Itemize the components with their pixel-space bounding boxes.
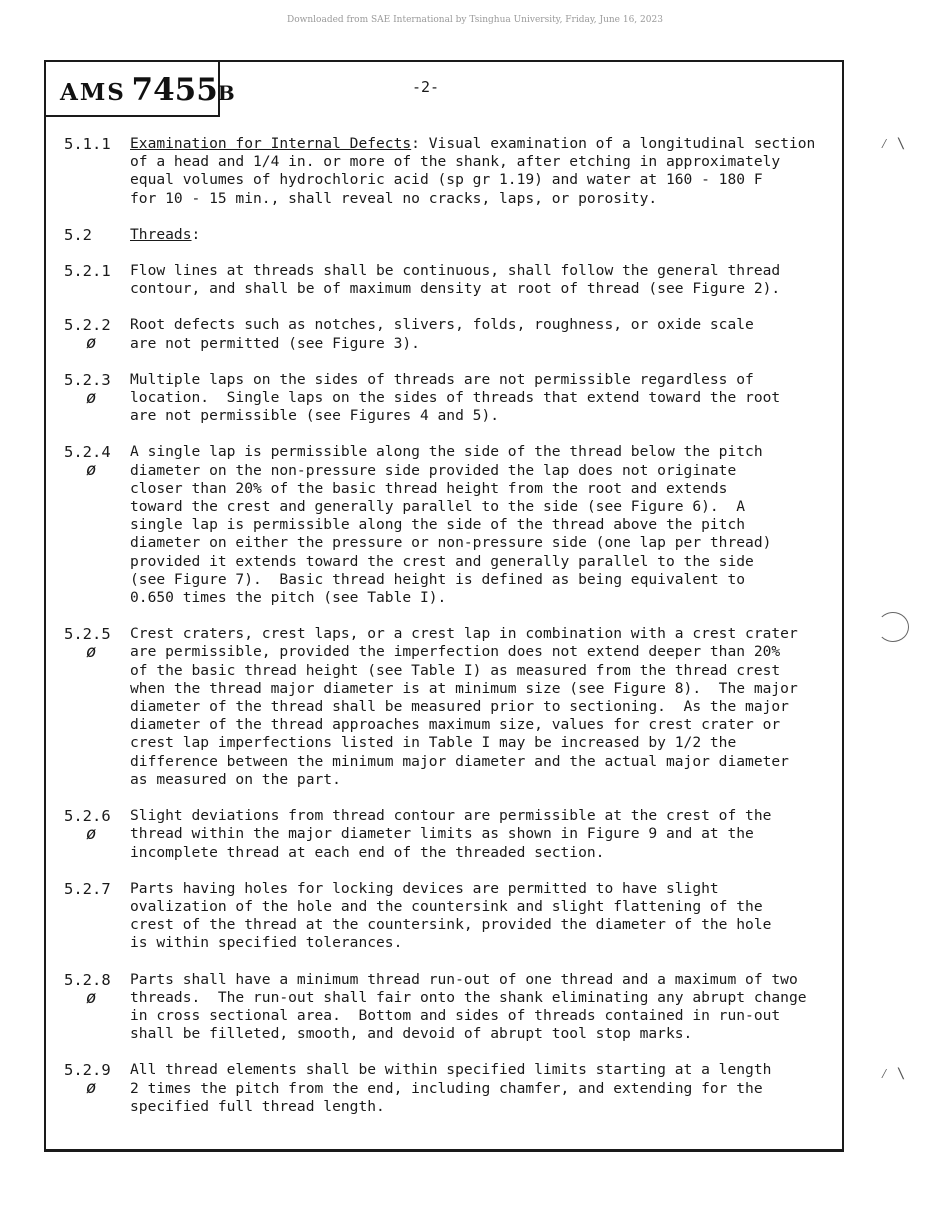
- section-text: [130, 1061, 834, 1116]
- spec-revision: B: [217, 81, 235, 105]
- section-body: Multiple laps on the sides of threads are not permissible regardless of location. Single laps on the sides of threads that extend toward the root are not permissible (see Figures 4 and 5).: [130, 370, 781, 425]
- section-text: Threads:: [130, 225, 201, 243]
- section-number: [64, 625, 130, 789]
- section-text: [130, 971, 834, 1044]
- section-text: [130, 807, 834, 862]
- document-body: [64, 135, 834, 1134]
- revision-mark: ø: [86, 987, 97, 1008]
- section-number: [64, 371, 130, 426]
- revision-mark: ø: [86, 1078, 97, 1099]
- section-number: [64, 807, 130, 862]
- margin-mark-bottom: ⁄ \: [880, 1066, 906, 1082]
- section-number: [64, 226, 130, 244]
- section-text: [130, 443, 834, 607]
- section-text: [130, 262, 834, 298]
- section-body: A single lap is permissible along the side of the thread below the pitch diameter on the non-pressure side provided the lap does not originate closer than 20% of the basic thread height from the root and extends toward the crest and generally parallel to the side (see Figure 6). A single lap is permissible along the side of the thread above the pitch diameter on either the pressure or non-pressure side (one lap per thread) provided it extends toward the crest and generally parallel to the side (see Figure 7). Basic thread height is defined as being equivalent to 0.650 times the pitch (see Table I).: [130, 443, 772, 607]
- margin-circle-mark: [877, 612, 909, 642]
- section-number-text: 5.2.7: [64, 879, 111, 898]
- section-5-2: [64, 226, 834, 244]
- section-body: Flow lines at threads shall be continuous, shall follow the general thread contour, and shall be of maximum density at root of thread (see Figure 2).: [130, 262, 781, 298]
- page-number: -2-: [412, 78, 440, 96]
- section-number-text: 5.2.6: [64, 807, 111, 826]
- section-5-2-9: [64, 1061, 834, 1116]
- section-text: [130, 371, 834, 426]
- section-number-text: 5.2.1: [64, 262, 111, 281]
- section-number-text: 5.2.9: [64, 1061, 111, 1080]
- revision-mark: ø: [86, 824, 97, 845]
- section-body: Parts shall have a minimum thread run-out of one thread and a maximum of two threads. The run-out shall fair onto the shank eliminating any abrupt change in cross sectional area. Bottom and sides of threads contained in run-out shall be filleted, smooth, and devoid of abrupt tool stop marks.: [130, 970, 807, 1043]
- section-5-2-7: [64, 880, 834, 953]
- section-title: Examination for Internal Defects: [130, 135, 412, 152]
- section-number-text: 5.2.8: [64, 970, 111, 989]
- section-body: Slight deviations from thread contour are permissible at the crest of the thread within the major diameter limits as shown in Figure 9 and at the incomplete thread at each end of the threaded section.: [130, 807, 772, 861]
- section-number: [64, 262, 130, 298]
- section-number-text: 5.2.2: [64, 316, 111, 335]
- section-number: [64, 1061, 130, 1116]
- section-5-2-2: [64, 316, 834, 352]
- spec-number: 7455: [131, 72, 218, 108]
- section-5-2-6: [64, 807, 834, 862]
- margin-mark-top: ⁄ \: [880, 136, 906, 152]
- section-number-text: 5.2: [64, 225, 92, 244]
- section-5-1-1: [64, 135, 834, 208]
- section-number: [64, 443, 130, 607]
- section-number: [64, 316, 130, 352]
- section-text: [130, 880, 834, 953]
- revision-mark: ø: [86, 387, 97, 408]
- section-body: Root defects such as notches, slivers, folds, roughness, or oxide scale are not permitted (see Figure 3).: [130, 316, 754, 352]
- section-body: Parts having holes for locking devices are permitted to have slight ovalization of the hole and the countersink and slight flattening of the crest of the thread at the countersink, provided the diameter of the hole is within specified tolerances.: [130, 879, 772, 952]
- revision-mark: ø: [86, 333, 97, 354]
- section-number: [64, 135, 130, 208]
- spec-id: [60, 72, 235, 108]
- revision-mark: ø: [86, 460, 97, 481]
- section-5-2-1: [64, 262, 834, 298]
- section-5-2-5: [64, 625, 834, 789]
- section-title: Threads: [130, 225, 192, 243]
- section-number-text: 5.2.5: [64, 625, 111, 644]
- section-number-text: 5.2.3: [64, 370, 111, 389]
- download-note: Downloaded from SAE International by Tsinghua University, Friday, June 16, 2023: [287, 15, 663, 25]
- section-number-text: 5.2.4: [64, 443, 111, 462]
- section-text: [130, 316, 834, 352]
- section-5-2-3: [64, 371, 834, 426]
- revision-mark: ø: [86, 642, 97, 663]
- section-5-2-4: [64, 443, 834, 607]
- section-text: [130, 625, 834, 789]
- section-text: Examination for Internal Defects: Visual examination of a longitudinal section of a head and 1/4 in. or more of the shank, after etching in approximately equal volumes of hydrochloric acid (sp gr 1.19) and water at 160 - 180 F for 10 - 15 min., shall reveal no cracks, laps, or porosity.: [130, 135, 816, 207]
- section-number-text: 5.1.1: [64, 135, 111, 153]
- section-5-2-8: [64, 971, 834, 1044]
- section-body: All thread elements shall be within specified limits starting at a length 2 times the pitch from the end, including chamfer, and extending for the specified full thread length.: [130, 1061, 772, 1115]
- section-number: [64, 880, 130, 953]
- section-body: Visual examination of a longitudinal section of a head and 1/4 in. or more of the shank, after etching in approximately equal volumes of hydrochloric acid (sp gr 1.19) and water at 160 - 180 F for 10 - 15 min., shall reveal no cracks, laps, or porosity.: [130, 135, 816, 207]
- section-number: [64, 971, 130, 1044]
- section-body: Crest craters, crest laps, or a crest lap in combination with a crest crater are permissible, provided the imperfection does not extend deeper than 20% of the basic thread height (see Table I) as measured from the thread crest when the thread major diameter is at minimum size (see Figure 8). The major diameter of the thread shall be measured prior to sectioning. As the major diameter of the thread approaches maximum size, values for crest crater or crest lap imperfections listed in Table I may be increased by 1/2 the difference between the minimum major diameter and the actual major diameter as measured on the part.: [130, 625, 798, 788]
- spec-prefix: AMS: [60, 79, 126, 106]
